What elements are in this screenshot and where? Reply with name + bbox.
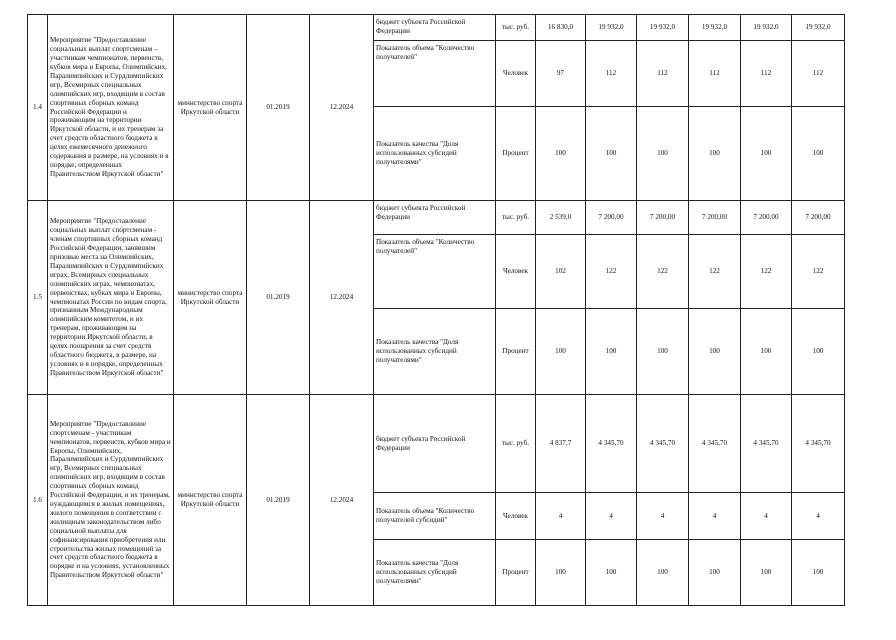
measure-number: 1.6 — [28, 395, 48, 606]
indicator-value: 112 — [792, 41, 845, 107]
indicator-unit: Человек — [496, 235, 536, 309]
indicator-value: 4 345,70 — [792, 395, 845, 493]
indicator-value: 100 — [536, 309, 586, 395]
indicator-value: 7 200,00 — [741, 201, 792, 235]
indicator-value: 112 — [637, 41, 689, 107]
indicator-value: 100 — [637, 107, 689, 201]
indicator-value: 4 — [689, 493, 741, 540]
program-measures-table — [27, 14, 845, 606]
indicator-name: бюджет субъекта Российской Федерации — [374, 201, 496, 235]
indicator-value: 100 — [586, 107, 637, 201]
indicator-value: 100 — [741, 540, 792, 606]
indicator-value: 100 — [689, 309, 741, 395]
indicator-unit: Процент — [496, 309, 536, 395]
indicator-value: 7 200,00 — [689, 201, 741, 235]
indicator-value: 122 — [689, 235, 741, 309]
indicator-value: 97 — [536, 41, 586, 107]
indicator-value: 100 — [586, 540, 637, 606]
indicator-value: 100 — [689, 107, 741, 201]
indicator-value: 100 — [637, 309, 689, 395]
indicator-value: 100 — [586, 309, 637, 395]
measure-description: Мероприятие "Предоставление социальных выплат спортсменам - членам спортивных сборных команд Российской Федерации, занявшим призовые места на Олимпийских, Паралимпийских и Сурдлимпийских играх, Всемирных специальных олимпийских играх, чемпионатах, первенствах, кубках мира и Европы, чемпионатах России по видам спорта, признанным Международным олимпийским комитетом, и их тренерам, проживающим на территории Иркутской области, в целях поощрения за счет средств областного бюджета, в размере, на условиях и в порядке, определенных Правительством Иркутской области" — [48, 201, 174, 395]
measure-executor: министерство спорта Иркутской области — [174, 395, 247, 606]
indicator-name: бюджет субъекта Российской Федерации — [374, 15, 496, 41]
indicator-value: 100 — [792, 309, 845, 395]
indicator-value: 122 — [586, 235, 637, 309]
measure-start-date: 01.2019 — [247, 15, 310, 201]
indicator-value: 112 — [741, 41, 792, 107]
indicator-unit: тыс. руб. — [496, 15, 536, 41]
measure-executor: министерство спорта Иркутской области — [174, 15, 247, 201]
measure-executor: министерство спорта Иркутской области — [174, 201, 247, 395]
measure-start-date: 01.2019 — [247, 201, 310, 395]
indicator-value: 7 200,00 — [586, 201, 637, 235]
indicator-value: 112 — [586, 41, 637, 107]
indicator-value: 122 — [792, 235, 845, 309]
table-row — [28, 15, 845, 41]
indicator-value: 4 — [536, 493, 586, 540]
measure-description: Мероприятие "Предоставление спортсменам - участникам чемпионатов, первенств, кубков мира и Европы, Олимпийских, Паралимпийских и Сурдлимпийских игр, Всемирных специальных олимпийских игр, входящим в состав спортивных сборных команд Российской Федерации, и их тренерам, нуждающимся в жилых помещениях, жилого помещения в соответствии с жилищным законодательством либо социальной выплаты для софинансирования приобретения или строительства жилых помещений за счет средств областного бюджета в порядке и на условиях, установленных Правительством Иркутской области" — [48, 395, 174, 606]
indicator-value: 7 200,00 — [637, 201, 689, 235]
indicator-value: 122 — [741, 235, 792, 309]
indicator-name: Показатель качества "Доля использованных субсидий получателями" — [374, 107, 496, 201]
indicator-value: 4 — [741, 493, 792, 540]
indicator-unit: тыс. руб. — [496, 201, 536, 235]
measure-start-date: 01.2019 — [247, 395, 310, 606]
indicator-unit: Человек — [496, 493, 536, 540]
indicator-value: 4 345,70 — [741, 395, 792, 493]
indicator-value: 4 — [637, 493, 689, 540]
measure-end-date: 12.2024 — [310, 395, 374, 606]
indicator-value: 100 — [689, 540, 741, 606]
indicator-value: 100 — [792, 107, 845, 201]
indicator-value: 4 345,70 — [637, 395, 689, 493]
indicator-name: бюджет субъекта Российской Федерации — [374, 395, 496, 493]
indicator-value: 19 932,0 — [637, 15, 689, 41]
indicator-value: 122 — [637, 235, 689, 309]
indicator-value: 100 — [637, 540, 689, 606]
measure-number: 1.5 — [28, 201, 48, 395]
indicator-value: 100 — [741, 309, 792, 395]
measure-number: 1.4 — [28, 15, 48, 201]
indicator-name: Показатель качества "Доля использованных субсидий получателями" — [374, 309, 496, 395]
indicator-name: Показатель объема "Количество получателей" — [374, 235, 496, 309]
indicator-value: 4 345,70 — [586, 395, 637, 493]
measure-description: Мероприятие "Предоставление социальных выплат спортсменам – участникам чемпионатов, первенств, кубков мира и Европы, Олимпийских, Паралимпийских и Сурдлимпийских игр, Всемирных специальных олимпийских игр, входящим в состав спортивных сборных команд Российской Федерации и проживающим на территории Иркутской области, и их тренерам за счет средств областного бюджета в целях ежемесячного денежного содержания в размере, на условиях и в порядке, определенных Правительством Иркутской области" — [48, 15, 174, 201]
table-row — [28, 395, 845, 493]
indicator-value: 102 — [536, 235, 586, 309]
indicator-value: 100 — [536, 107, 586, 201]
indicator-value: 4 345,70 — [689, 395, 741, 493]
measure-end-date: 12.2024 — [310, 201, 374, 395]
indicator-name: Показатель объема "Количество получателей" — [374, 41, 496, 107]
indicator-value: 7 200,00 — [792, 201, 845, 235]
measure-end-date: 12.2024 — [310, 15, 374, 201]
indicator-unit: тыс. руб. — [496, 395, 536, 493]
indicator-value: 19 932,0 — [792, 15, 845, 41]
table-row — [28, 201, 845, 235]
indicator-value: 4 837,7 — [536, 395, 586, 493]
indicator-value: 16 830,0 — [536, 15, 586, 41]
indicator-unit: Человек — [496, 41, 536, 107]
indicator-value: 4 — [586, 493, 637, 540]
indicator-value: 100 — [536, 540, 586, 606]
indicator-value: 4 — [792, 493, 845, 540]
indicator-name: Показатель качества "Доля использованных субсидий получателями" — [374, 540, 496, 606]
indicator-value: 19 932,0 — [586, 15, 637, 41]
indicator-value: 100 — [792, 540, 845, 606]
indicator-name: Показатель объема "Количество получателей субсидий" — [374, 493, 496, 540]
indicator-unit: Процент — [496, 540, 536, 606]
indicator-value: 112 — [689, 41, 741, 107]
indicator-value: 19 932,0 — [741, 15, 792, 41]
indicator-value: 2 539,0 — [536, 201, 586, 235]
indicator-value: 100 — [741, 107, 792, 201]
indicator-value: 19 932,0 — [689, 15, 741, 41]
indicator-unit: Процент — [496, 107, 536, 201]
